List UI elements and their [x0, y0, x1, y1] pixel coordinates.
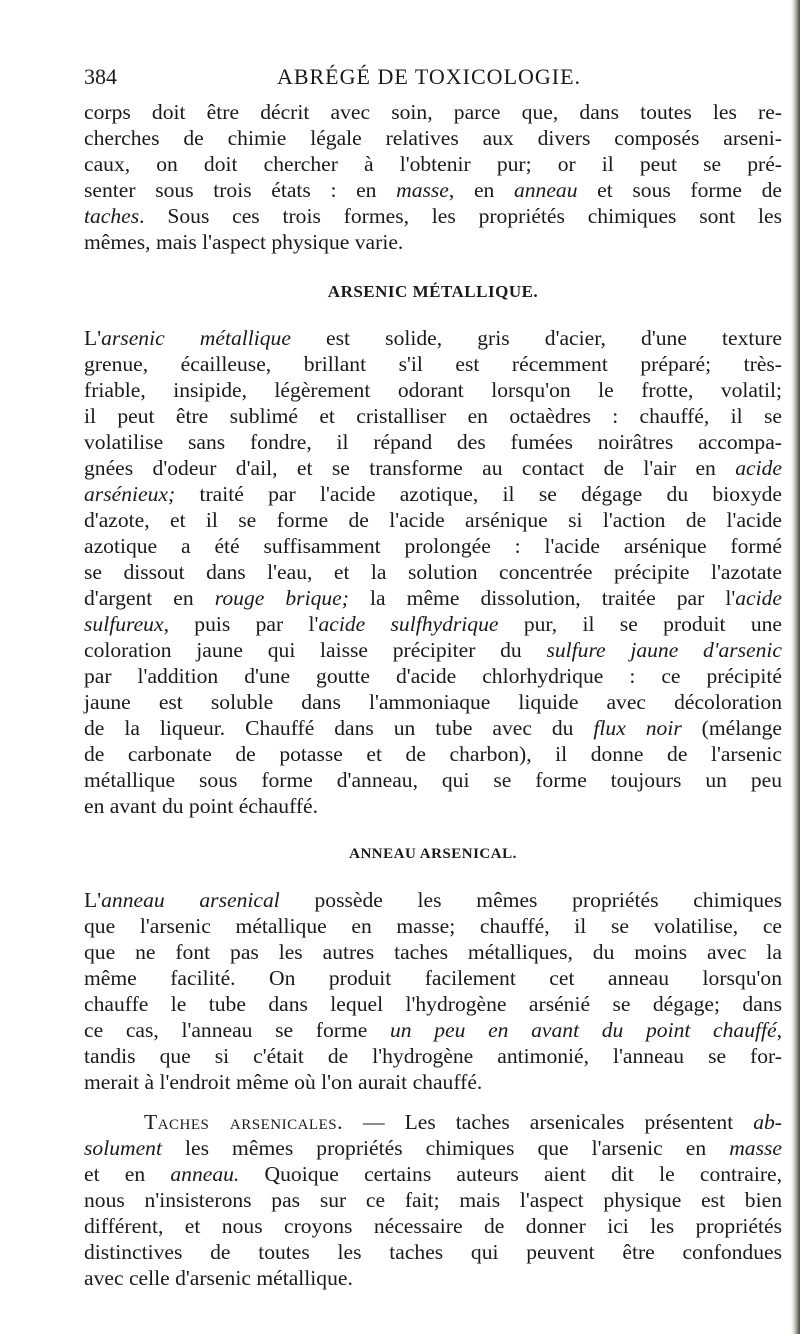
- text-line: arsénieux; traité par l'acide azotique, il se dégage du bioxyde: [84, 482, 782, 506]
- text-line: que ne font pas les autres taches métalliques, du moins avec la: [84, 940, 782, 964]
- body-text: [84, 99, 782, 1291]
- text-line: caux, on doit chercher à l'obtenir pur; or il peut se pré-: [84, 152, 782, 176]
- text-line: taches. Sous ces trois formes, les propriétés chimiques sont les: [84, 204, 782, 228]
- running-header: [84, 62, 774, 92]
- text-line: grenue, écailleuse, brillant s'il est récemment préparé; très-: [84, 352, 782, 376]
- text-line: jaune est soluble dans l'ammoniaque liquide avec décoloration: [84, 690, 782, 714]
- paragraph-gap: [84, 1095, 782, 1109]
- text-line: Taches arsenicales. — Les taches arsenicales présentent ab-: [144, 1110, 782, 1134]
- text-line: senter sous trois états : en masse, en anneau et sous forme de: [84, 178, 782, 202]
- anneau-arsenical-paragraph: [84, 887, 782, 1095]
- page-number: 384: [84, 64, 117, 89]
- text-line: d'azote, et il se forme de l'acide arsénique si l'action de l'acide: [84, 508, 782, 532]
- text-line: tandis que si c'était de l'hydrogène antimonié, l'anneau se for-: [84, 1044, 782, 1068]
- taches-arsenicales-paragraph: [84, 1109, 782, 1291]
- text-line: coloration jaune qui laisse précipiter du sulfure jaune d'arsenic: [84, 638, 783, 662]
- text-line: L'anneau arsenical possède les mêmes propriétés chimiques: [84, 888, 782, 912]
- text-line: de carbonate de potasse et de charbon), il donne de l'arsenic: [84, 742, 782, 766]
- text-line: différent, et nous croyons nécessaire de donner ici les propriétés: [84, 1214, 782, 1238]
- text-line: sulfureux, puis par l'acide sulfhydrique pur, il se produit une: [84, 612, 783, 636]
- section-heading-arsenic-metallique: ARSENIC MÉTALLIQUE.: [327, 282, 539, 301]
- text-line: chauffe le tube dans lequel l'hydrogène arsénié se dégage; dans: [84, 992, 782, 1016]
- run-in-heading-taches-arsenicales: Taches arsenicales.: [144, 1110, 343, 1134]
- text-line: solument les mêmes propriétés chimiques que l'arsenic en masse: [84, 1136, 782, 1160]
- text-line: en avant du point échauffé.: [84, 794, 319, 818]
- text-line: mêmes, mais l'aspect physique varie.: [84, 230, 404, 254]
- text-line: se dissout dans l'eau, et la solution concentrée précipite l'azotate: [84, 560, 782, 584]
- page-edge-shadow: [791, 0, 800, 1334]
- text-line: que l'arsenic métallique en masse; chauffé, il se volatilise, ce: [84, 914, 782, 938]
- running-title: ABRÉGÉ DE TOXICOLOGIE.: [276, 64, 582, 89]
- arsenic-metallique-paragraph: [84, 325, 782, 819]
- text-line: avec celle d'arsenic métallique.: [84, 1266, 353, 1290]
- text-line: gnées d'odeur d'ail, et se transforme au contact de l'air en acide: [84, 456, 782, 480]
- text-line: de la liqueur. Chauffé dans un tube avec du flux noir (mélange: [84, 716, 783, 740]
- text-line: merait à l'endroit même où l'on aurait chauffé.: [84, 1070, 483, 1094]
- text-line: azotique a été suffisamment prolongée : l'acide arsénique formé: [84, 534, 782, 558]
- text-line: par l'addition d'une goutte d'acide chlorhydrique : ce précipité: [84, 664, 782, 688]
- text-line: volatilise sans fondre, il répand des fumées noirâtres accompa-: [84, 430, 782, 454]
- text-line: nous n'insisterons pas sur ce fait; mais l'aspect physique est bien: [84, 1188, 782, 1212]
- intro-paragraph: [84, 99, 782, 255]
- text-line: d'argent en rouge brique; la même dissolution, traitée par l'acide: [84, 586, 782, 610]
- text-line: il peut être sublimé et cristalliser en octaèdres : chauffé, il se: [84, 404, 782, 428]
- text-line: même facilité. On produit facilement cet anneau lorsqu'on: [84, 966, 782, 990]
- text-line: métallique sous forme d'anneau, qui se forme toujours un peu: [84, 768, 782, 792]
- text-line: ce cas, l'anneau se forme un peu en avant du point chauffé,: [84, 1018, 782, 1042]
- text-line: corps doit être décrit avec soin, parce que, dans toutes les re-: [84, 100, 782, 124]
- text-line: distinctives de toutes les taches qui peuvent être confondues: [84, 1240, 782, 1264]
- text-line: et en anneau. Quoique certains auteurs aient dit le contraire,: [84, 1162, 783, 1186]
- text-line: L'arsenic métallique est solide, gris d'acier, d'une texture: [84, 326, 782, 350]
- section-heading-anneau-arsenical: ANNEAU ARSENICAL.: [349, 846, 517, 862]
- text-line: friable, insipide, légèrement odorant lorsqu'on le frotte, volatil;: [84, 378, 782, 402]
- text-line: cherches de chimie légale relatives aux divers composés arseni-: [84, 126, 782, 150]
